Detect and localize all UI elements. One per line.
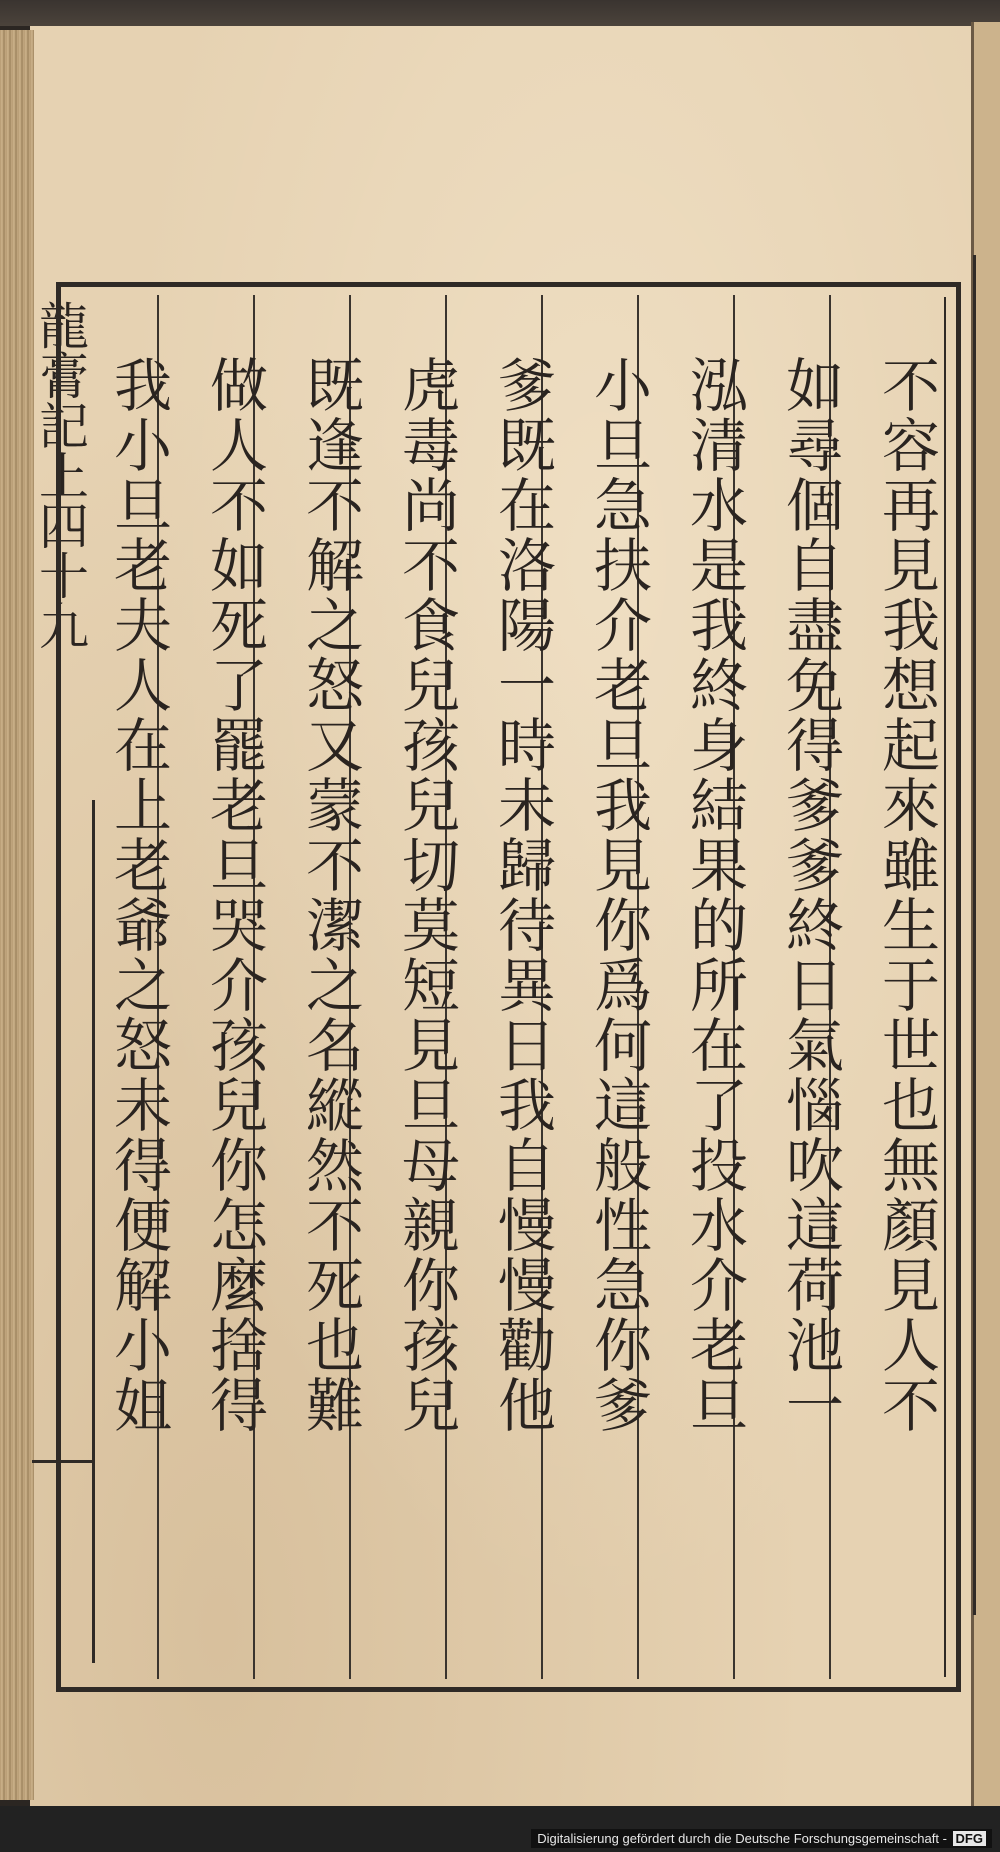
page-edges (0, 30, 34, 1800)
text-column-5: 爹既在洛陽一時未歸待異日我自慢慢勸他 (488, 355, 556, 1435)
top-shadow (0, 0, 1000, 26)
dfg-logo: DFG (953, 1831, 986, 1846)
text-column-9: 我小旦老夫人在上老爺之怒未得便解小姐 (104, 355, 172, 1435)
text-column-6: 虎毒尚不食兒孩兒切莫短見旦母親你孩兒 (392, 355, 460, 1435)
facing-page-frame (973, 255, 1000, 1615)
digitization-credit (531, 1829, 992, 1848)
text-frame (56, 282, 961, 1692)
footer-bar (0, 1806, 1000, 1852)
text-column-2: 如尋個自盡免得爹爹終日氣惱吹這荷池一 (776, 355, 844, 1435)
frame-inner-border (944, 297, 946, 1677)
text-column-7: 既逢不解之怒又蒙不潔之名縱然不死也難 (296, 355, 364, 1435)
text-column-8: 做人不如死了罷老旦哭介孩兒你怎麼捨得 (200, 355, 268, 1435)
text-column-3: 泓清水是我終身結果的所在了投水介老旦 (680, 355, 748, 1435)
text-column-4: 小旦急扶介老旦我見你爲何這般性急你爹 (584, 355, 652, 1435)
margin-title: 龍膏記上四十九 (31, 300, 89, 650)
text-column-1: 不容再見我想起來雖生于世也無顏見人不 (872, 355, 940, 1435)
credit-text: Digitalisierung gefördert durch die Deutsche Forschungsgemeinschaft - (537, 1831, 947, 1846)
